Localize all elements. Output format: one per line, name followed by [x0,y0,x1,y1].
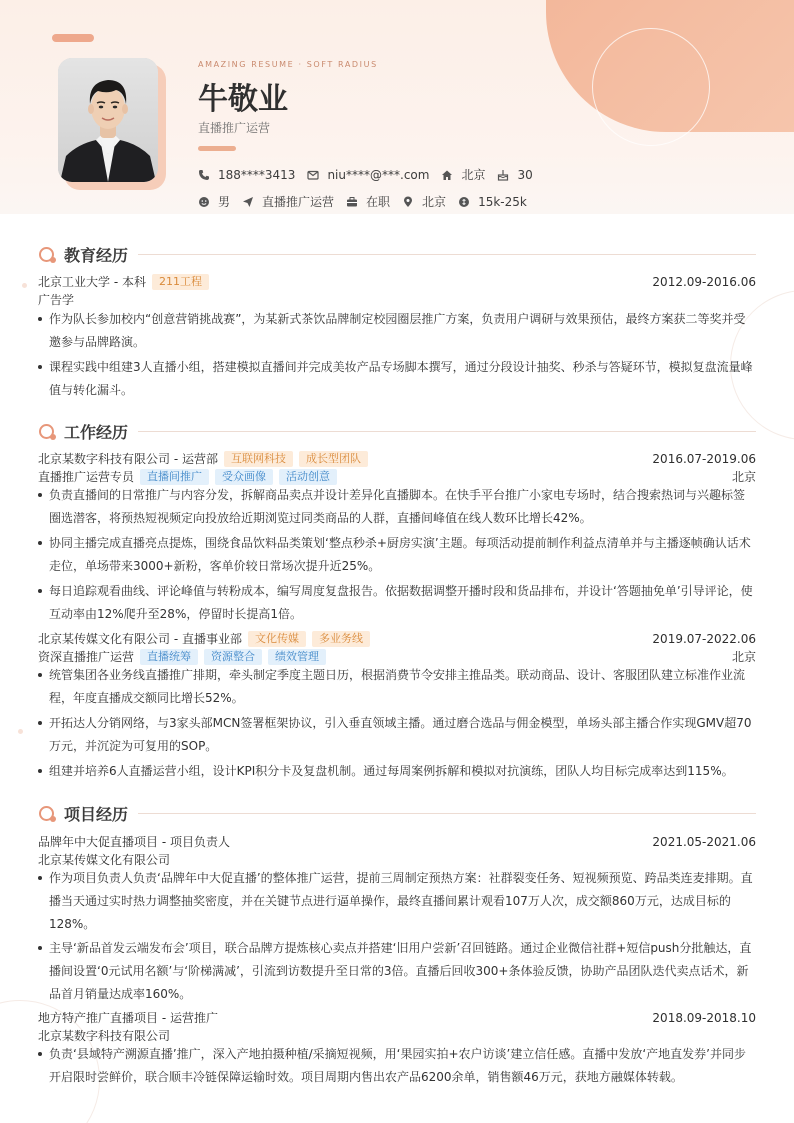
home-icon [441,169,453,181]
education-header [38,273,756,290]
section-work [38,420,756,443]
skill-tag: 资源整合 [204,649,262,665]
phone-icon [198,169,210,181]
section-education [38,243,756,266]
skill-tag: 绩效管理 [268,649,326,665]
info-location [402,193,446,210]
decorative-bar [52,34,94,42]
location-icon [402,196,414,208]
section-icon [38,422,58,442]
gender-value: 男 [218,195,231,209]
project-org: 北京某数字科技有限公司 [38,1029,171,1043]
send-icon [242,196,254,208]
list-item: 主导‘新品首发云端发布会’项目，联合品牌方提炼核心卖点并搭建‘旧用户尝新’召回链路。通过企业微信社群+短信push分批触达，直播间设置‘0元试用名额’与‘阶梯满减’，引流到访数提升至日常的3倍。直播后回收300+条体验反馈，协助产品团队迭代卖点话术，新品首月销量达成率160%。 [38,937,756,1006]
work-date: 2019.07-2022.06 [652,631,756,646]
work-header [38,450,756,467]
list-item: 组建并培养6人直播运营小组，设计KPI积分卡及复盘机制。通过每周案例拆解和模拟对抗演练，团队人均目标完成率达到115%。 [38,760,756,783]
work-city: 北京 [731,470,756,484]
decorative-ring [592,28,710,146]
mail-icon [307,169,319,181]
education-major-row [38,291,756,308]
candidate-role: 直播推广运营 [198,121,271,135]
cake-icon [497,169,509,181]
list-item: 负责直播间的日常推广与内容分发，拆解商品卖点并设计差异化直播脚本。在快手平台推广小家电专场时，结合搜索热词与兴趣标签圈选潜客，将预热短视频定向投放给近期浏览过同类商品的人群，直播间峰值在线人数环比增长42%。 [38,484,756,530]
major: 广告学 [38,293,75,307]
list-item: 每日追踪观看曲线、评论峰值与转粉成本，编写周度复盘报告。依据数据调整开播时段和货品排布，并设计‘答题抽免单’引导评论，使互动率由12%爬升至28%，停留时长提高1倍。 [38,580,756,626]
project-date: 2018.09-2018.10 [652,1010,756,1025]
salary-value: 15k-25k [478,194,527,209]
project-org: 北京某传媒文化有限公司 [38,853,171,867]
skill-tag: 活动创意 [279,469,337,485]
info-email [307,168,429,182]
project-name: 品牌年中大促直播项目 - 项目负责人 [38,835,230,849]
project-header [38,833,756,850]
avatar [58,58,158,182]
gender-icon [198,196,210,208]
project-header [38,1009,756,1026]
portrait-image [58,58,158,182]
decorative-underline [198,146,236,151]
briefcase-icon [346,196,358,208]
work-position-row [38,648,756,665]
work-header [38,630,756,647]
city-value: 北京 [461,168,486,182]
skill-tag: 直播间推广 [140,469,209,485]
section-divider [138,254,756,255]
contact-row [198,166,545,183]
list-item: 负责‘县域特产溯源直播’推广，深入产地拍摄种植/采摘短视频，用‘果园实拍+农户访谈’建立信任感。直播中发放‘产地直发券’并同步开启限时尝鲜价，联合顺丰冷链保障运输时效。项目周期内售出农产品6200余单，销售额46万元，获地方融媒体转载。 [38,1043,756,1089]
info-gender [198,193,230,210]
list-item: 作为项目负责人负责‘品牌年中大促直播’的整体推广运营，提前三周制定预热方案：社群裂变任务、短视频预览、跨品类连麦排期。直播当天通过实时热力调整抽奖密度，并在关键节点进行逼单操作，最终直播间累计观看107万人次，成交额860万元，达成目标的128%。 [38,867,756,936]
salary-icon [458,196,470,208]
info-phone [198,168,295,182]
work-city: 北京 [731,650,756,664]
section-title: 项目经历 [64,805,129,824]
decorative-dot [22,283,27,288]
candidate-name: 牛敬业 [198,82,288,117]
project-org-row [38,1027,756,1044]
project-date: 2021.05-2021.06 [652,834,756,849]
phone-value: 188****3413 [218,167,296,182]
tagline: AMAZING RESUME · SOFT RADIUS [198,60,378,69]
company-tag: 多业务线 [312,631,370,647]
status-row [198,193,539,210]
section-title: 教育经历 [64,246,129,265]
decorative-dot [18,729,23,734]
list-item: 开拓达人分销网络，与3家头部MCN签署框架协议，引入垂直领域主播。通过磨合选品与佣金模型，单场头部主播合作实现GMV超70万元，并沉淀为可复用的SOP。 [38,712,756,758]
work-date: 2016.07-2019.06 [652,451,756,466]
location-value: 北京 [422,195,447,209]
job-status-value: 在职 [366,195,391,209]
info-target-role [242,193,334,210]
project-org-row [38,851,756,868]
school-tag: 211工程 [152,274,209,290]
company-name: 北京某传媒文化有限公司 - 直播事业部 [38,632,242,646]
company-tag: 成长型团队 [299,451,368,467]
section-icon [38,245,58,265]
list-item: 作为队长参加校内“创意营销挑战赛”，为某新式茶饮品牌制定校园圈层推广方案，负责用户调研与效果预估，最终方案获二等奖并受邀参与品牌路演。 [38,308,756,354]
info-age [497,168,532,182]
list-item: 统管集团各业务线直播推广排期，牵头制定季度主题日历，根据消费节令安排主推品类。联动商品、设计、客服团队建立标准作业流程，年度直播成交额同比增长52%。 [38,664,756,710]
info-city [441,166,485,183]
section-icon [38,804,58,824]
email-value: niu****@***.com [327,167,430,182]
company-tag: 文化传媒 [248,631,306,647]
info-salary [458,195,527,209]
skill-tag: 受众画像 [215,469,273,485]
section-title: 工作经历 [64,423,129,442]
section-divider [138,813,756,814]
section-projects [38,802,756,825]
company-tag: 互联网科技 [224,451,293,467]
list-item: 课程实践中组建3人直播小组，搭建模拟直播间并完成美妆产品专场脚本撰写，通过分段设计抽奖、秒杀与答疑环节，模拟复盘流量峰值与转化漏斗。 [38,356,756,402]
company-name: 北京某数字科技有限公司 - 运营部 [38,452,218,466]
list-item: 协同主播完成直播亮点提炼，围绕食品饮料品类策划‘整点秒杀+厨房实演’主题。每项活动提前制作利益点清单并与主播逐帧确认话术走位，单场带来3000+新粉，客单价较日常场次提升近25%。 [38,532,756,578]
info-job-status [346,193,390,210]
school-name: 北京工业大学 - 本科 [38,275,146,289]
position-title: 直播推广运营专员 [38,470,135,484]
education-date: 2012.09-2016.06 [652,274,756,289]
age-value: 30 [517,167,533,182]
target-role-value: 直播推广运营 [262,195,335,209]
skill-tag: 直播统筹 [140,649,198,665]
project-name: 地方特产推广直播项目 - 运营推广 [38,1011,218,1025]
section-divider [138,431,756,432]
position-title: 资深直播推广运营 [38,650,135,664]
work-position-row [38,468,756,485]
